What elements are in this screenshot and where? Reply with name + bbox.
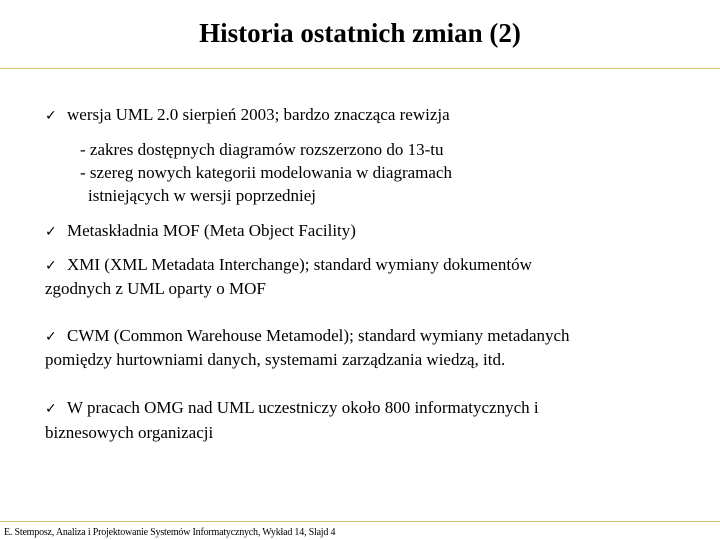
bullet-text: Metaskładnia MOF (Meta Object Facility) <box>67 221 356 240</box>
bullet-text: wersja UML 2.0 sierpień 2003; bardzo znacząca rewizja <box>67 105 450 124</box>
bullet-cwm <box>45 326 570 347</box>
slide-footer: E. Stemposz, Analiza i Projektowanie Systemów Informatycznych, Wykład 14, Slajd 4 <box>4 527 336 538</box>
sub-item: - szereg nowych kategorii modelowania w diagramach <box>80 163 452 182</box>
bullet-text: CWM (Common Warehouse Metamodel); standard wymiany metadanych <box>67 326 570 345</box>
bullet-text-continued: zgodnych z UML oparty o MOF <box>45 279 266 298</box>
bullet-text-continued: pomiędzy hurtowniami danych, systemami zarządzania wiedzą, itd. <box>45 350 506 369</box>
bullet-text: XMI (XML Metadata Interchange); standard wymiany dokumentów <box>67 255 532 274</box>
bullet-mof <box>45 221 356 242</box>
check-icon: ✓ <box>45 401 57 417</box>
bullet-uml2 <box>45 105 450 126</box>
check-icon: ✓ <box>45 108 57 124</box>
bottom-divider <box>0 521 720 522</box>
bullet-xmi <box>45 255 532 276</box>
sub-item: - zakres dostępnych diagramów rozszerzono do 13-tu <box>80 140 444 159</box>
sub-item: istniejących w wersji poprzedniej <box>88 186 317 205</box>
check-icon: ✓ <box>45 329 57 345</box>
check-icon: ✓ <box>45 258 57 274</box>
bullet-text-continued: biznesowych organizacji <box>45 423 214 442</box>
check-icon: ✓ <box>45 224 57 240</box>
top-divider <box>0 68 720 69</box>
bullet-text: W pracach OMG nad UML uczestniczy około 800 informatycznych i <box>67 398 539 417</box>
slide-title: Historia ostatnich zmian (2) <box>199 18 521 48</box>
bullet-omg <box>45 398 539 419</box>
